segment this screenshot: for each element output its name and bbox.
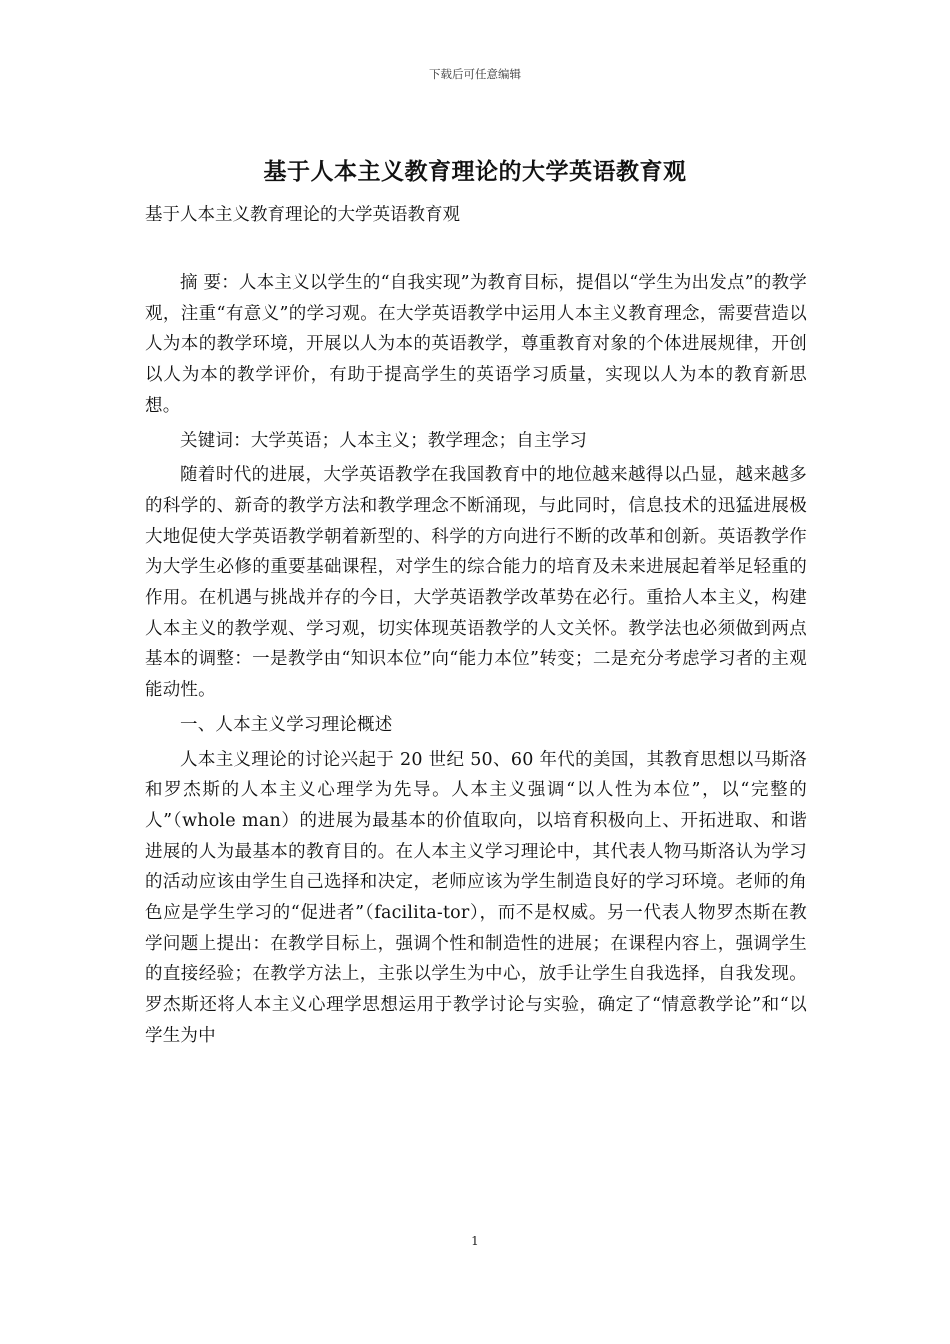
page-number: 1: [471, 1234, 479, 1248]
intro-paragraph: 随着时代的进展，大学英语教学在我国教育中的地位越来越得以凸显，越来越多的科学的、新奇的教学方法和教学理念不断涌现，与此同时，信息技术的迅猛进展极大地促使大学英语教学朝着新型的、科学的方向进行不断的改革和创新。英语教学作为大学生必修的重要基础课程，对学生的综合能力的培育及未来进展起着举足轻重的作用。在机遇与挑战并存的今日，大学英语教学改革势在必行。重拾人本主义，构建人本主义的教学观、学习观，切实体现英语教学的人文关怀。教学法也必须做到两点基本的调整：一是教学由“知识本位”向“能力本位”转变；二是充分考虑学习者的主观能动性。: [145, 465, 807, 701]
document-title: 基于人本主义教育理论的大学英语教育观: [263, 158, 687, 185]
header-note: 下载后可任意编辑: [429, 67, 521, 81]
section-heading: 一、人本主义学习理论概述: [180, 714, 393, 735]
document-subtitle: 基于人本主义教育理论的大学英语教育观: [145, 205, 460, 225]
abstract-paragraph: 摘 要：人本主义以学生的“自我实现”为教育目标，提倡以“学生为出发点”的教学观，注重“有意义”的学习观。在大学英语教学中运用人本主义教育理念，需要营造以人为本的教学环境，开展以人为本的英语教学，尊重教育对象的个体进展规律，开创以人为本的教学评价，有助于提高学生的英语学习质量，实现以人为本的教育新思想。: [145, 273, 807, 416]
section-paragraph: 人本主义理论的讨论兴起于 20 世纪 50、60 年代的美国，其教育思想以马斯洛和罗杰斯的人本主义心理学为先导。人本主义强调“以人性为本位”，以“完整的人”（whole man）的进展为最基本的价值取向，以培育积极向上、开拓进取、和谐进展的人为最基本的教育目的。在人本主义学习理论中，其代表人物马斯洛认为学习的活动应该由学生自己选择和决定，老师应该为学生制造良好的学习环境。老师的角色应是学生学习的“促进者”（facilita-tor），而不是权威。另一代表人物罗杰斯在教学问题上提出：在教学目标上，强调个性和制造性的进展；在课程内容上，强调学生的直接经验；在教学方法上，主张以学生为中心，放手让学生自我选择，自我发现。罗杰斯还将人本主义心理学思想运用于教学讨论与实验，确定了“情意教学论”和“以学生为中: [145, 749, 807, 1046]
keywords-paragraph: 关键词：大学英语；人本主义；教学理念；自主学习: [180, 430, 588, 451]
document-body: [145, 268, 807, 1056]
